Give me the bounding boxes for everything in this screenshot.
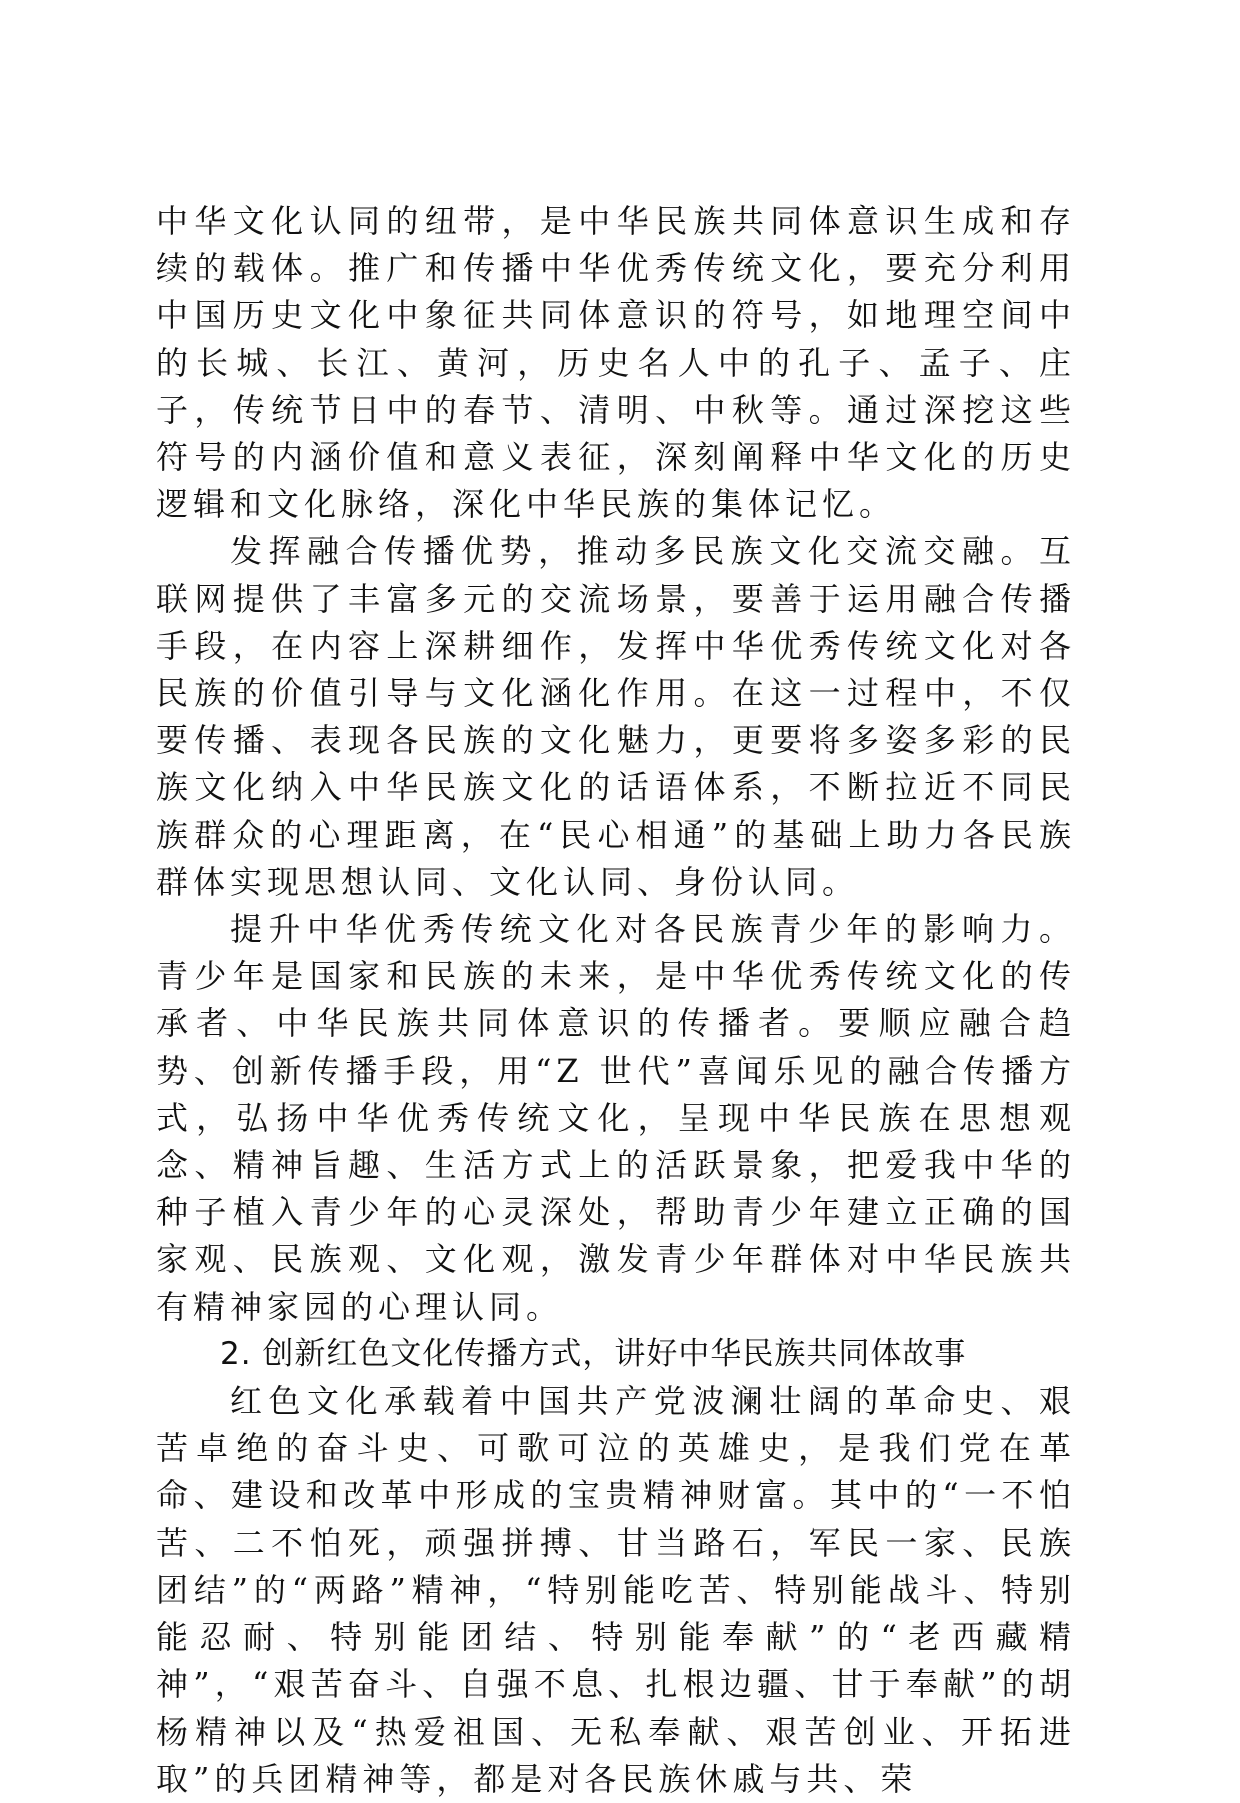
paragraph-multiethnic-exchange: 发挥融合传播优势，推动多民族文化交流交融。互联网提供了丰富多元的交流场景，要善于运用融合传播手段，在内容上深耕细作，发挥中华优秀传统文化对各民族的价值引导与文化涵化作用。在这一过程中，不仅要传播、表现各民族的文化魅力，更要将多姿多彩的民族文化纳入中华民族文化的话语体系，不断拉近不同民族群众的心理距离，在“民心相通”的基础上助力各民族群体实现思想认同、文化认同、身份认同。 xyxy=(156,532,1076,901)
section-heading: 2. 创新红色文化传播方式，讲好中华民族共同体故事 xyxy=(220,1335,967,1372)
paragraph-youth-influence: 提升中华优秀传统文化对各民族青少年的影响力。青少年是国家和民族的未来，是中华优秀传统文化的传承者、中华民族共同体意识的传播者。要顺应融合趋势、创新传播手段，用“Z 世代”喜闻乐见的融合传播方式，弘扬中华优秀传统文化，呈现中华民族在思想观念、精神旨趣、生活方式上的活跃景象，把爱我中华的种子植入青少年的心灵深处，帮助青少年建立正确的国家观、民族观、文化观，激发青少年群体对中华民族共有精神家园的心理认同。 xyxy=(156,910,1076,1326)
paragraph-continuation: 中华文化认同的纽带，是中华民族共同体意识生成和存续的载体。推广和传播中华优秀传统文化，要充分利用中国历史文化中象征共同体意识的符号，如地理空间中的长城、长江、黄河，历史名人中的孔子、孟子、庄子，传统节日中的春节、清明、中秋等。通过深挖这些符号的内涵价值和意义表征，深刻阐释中华文化的历史逻辑和文化脉络，深化中华民族的集体记忆。 xyxy=(156,202,1076,524)
paragraph-red-culture: 红色文化承载着中国共产党波澜壮阔的革命史、艰苦卓绝的奋斗史、可歌可泣的英雄史，是我们党在革命、建设和改革中形成的宝贵精神财富。其中的“一不怕苦、二不怕死，顽强拼搏、甘当路石，军民一家、民族团结”的“两路”精神，“特别能吃苦、特别能战斗、特别能忍耐、特别能团结、特别能奉献”的“老西藏精神”，“艰苦奋斗、自强不息、扎根边疆、甘于奉献”的胡杨精神以及“热爱祖国、无私奉献、艰苦创业、开拓进取”的兵团精神等，都是对各民族休戚与共、荣 xyxy=(156,1382,1076,1798)
document-body xyxy=(156,198,1076,1803)
